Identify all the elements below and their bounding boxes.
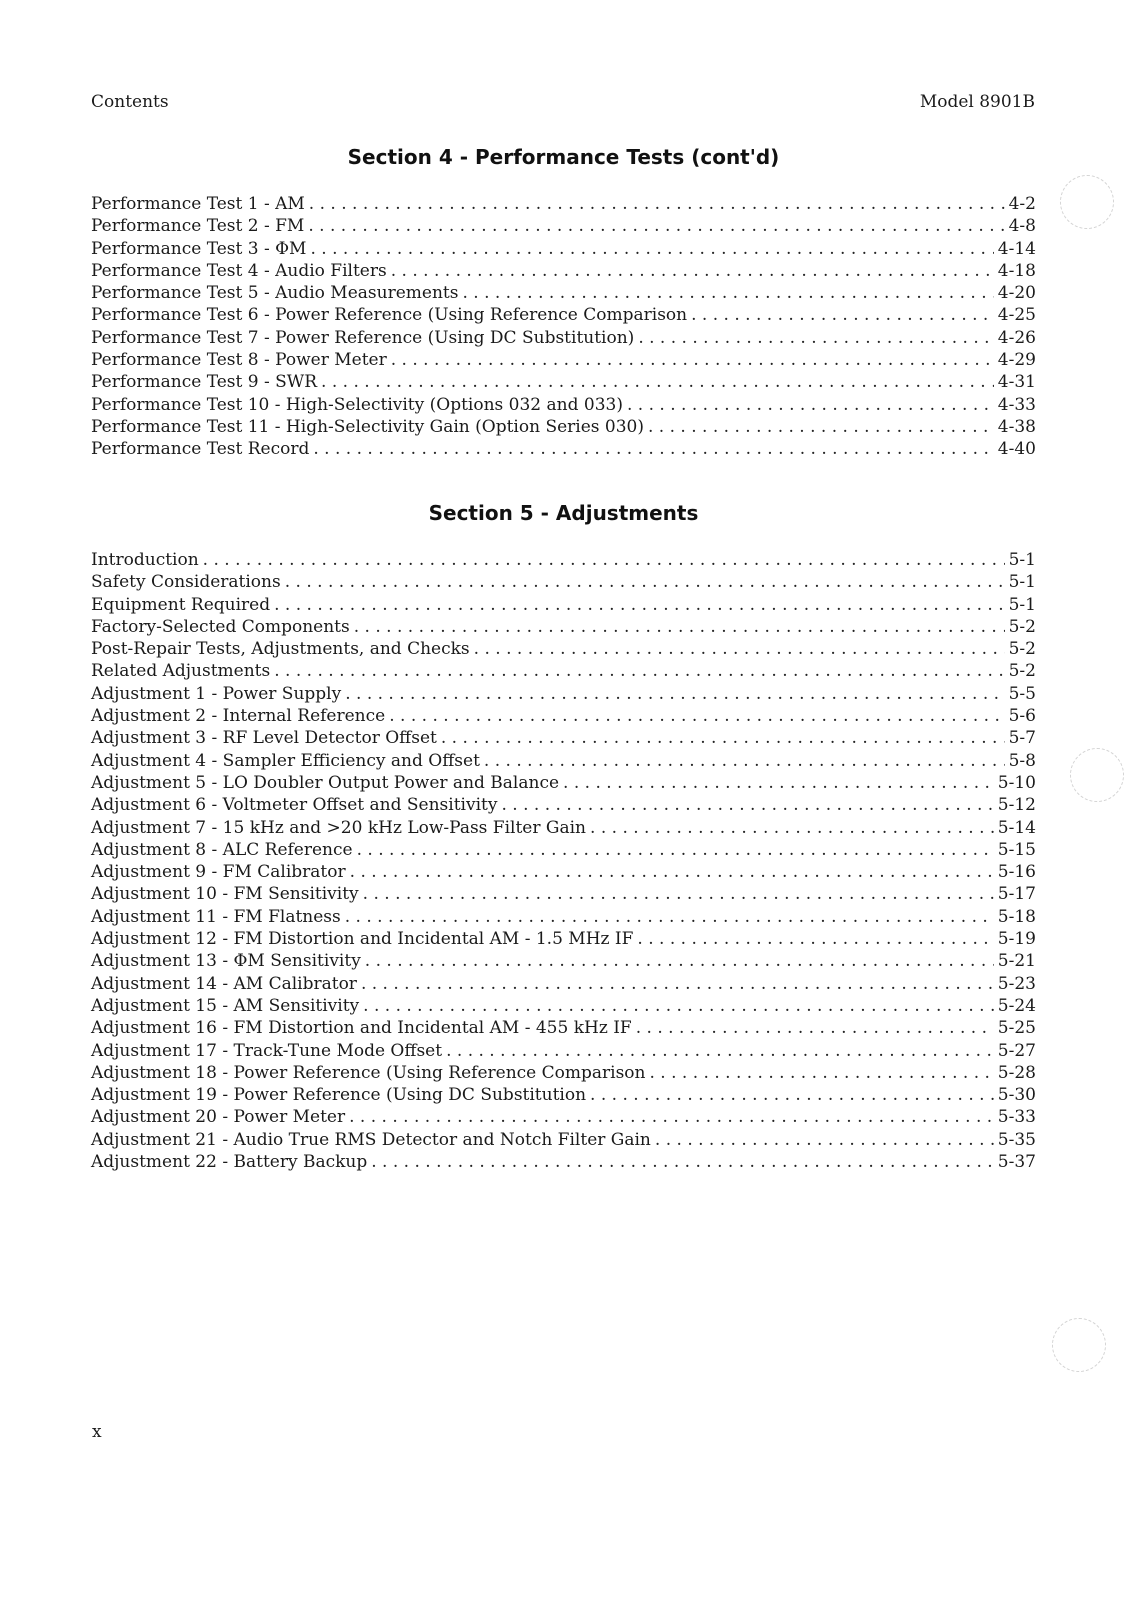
toc-entry bbox=[91, 772, 1036, 794]
toc-entry-page: 5-18 bbox=[997, 906, 1036, 927]
dot-leader bbox=[649, 1062, 993, 1084]
toc-entry-title: Adjustment 16 - FM Distortion and Incidental AM - 455 kHz IF bbox=[91, 1018, 632, 1039]
dot-leader bbox=[274, 660, 1004, 682]
dot-leader bbox=[563, 772, 994, 794]
dot-leader bbox=[648, 416, 994, 438]
toc-entry-title: Performance Test 3 - ΦM bbox=[91, 238, 307, 259]
toc-entry-title: Adjustment 7 - 15 kHz and >20 kHz Low-Pass Filter Gain bbox=[91, 817, 587, 838]
toc-entry-page: 5-8 bbox=[1008, 750, 1036, 771]
toc-entry-title: Adjustment 14 - AM Calibrator bbox=[91, 973, 357, 994]
toc-entry-page: 5-25 bbox=[997, 1018, 1036, 1039]
toc-entry-title: Adjustment 6 - Voltmeter Offset and Sensitivity bbox=[91, 795, 498, 816]
dot-leader bbox=[363, 995, 994, 1017]
toc-entry-title: Adjustment 1 - Power Supply bbox=[91, 683, 342, 704]
toc-entry bbox=[91, 817, 1036, 839]
toc-entry-title: Equipment Required bbox=[91, 594, 271, 615]
toc-entry-title: Introduction bbox=[91, 550, 199, 570]
dot-leader bbox=[462, 282, 993, 304]
toc-entry bbox=[91, 727, 1036, 749]
dot-leader bbox=[361, 973, 994, 995]
toc-entry bbox=[91, 1151, 1036, 1173]
toc-entry-page: 5-16 bbox=[997, 862, 1036, 883]
toc-entry bbox=[91, 215, 1036, 237]
dot-leader bbox=[590, 1084, 994, 1106]
toc-entry-page: 5-14 bbox=[997, 817, 1036, 838]
page-number: x bbox=[92, 1422, 102, 1442]
toc-entry bbox=[91, 1040, 1036, 1062]
toc-entry-page: 5-33 bbox=[997, 1107, 1036, 1128]
punch-hole-mark bbox=[1070, 748, 1124, 802]
toc-entry bbox=[91, 705, 1036, 727]
toc-entry-page: 4-20 bbox=[997, 283, 1036, 304]
toc-entry-title: Adjustment 4 - Sampler Efficiency and Offset bbox=[91, 750, 480, 771]
dot-leader bbox=[627, 394, 994, 416]
toc-entry-page: 5-12 bbox=[997, 795, 1036, 816]
toc-entry bbox=[91, 549, 1036, 571]
dot-leader bbox=[655, 1129, 994, 1151]
toc-entry-page: 5-2 bbox=[1008, 616, 1036, 637]
toc-entry-title: Performance Test 6 - Power Reference (Using Reference Comparison bbox=[91, 305, 688, 326]
toc-entry bbox=[91, 1084, 1036, 1106]
toc-entry bbox=[91, 839, 1036, 861]
dot-leader bbox=[371, 1151, 994, 1173]
toc-entry-title: Post-Repair Tests, Adjustments, and Checks bbox=[91, 639, 470, 660]
section-5-toc bbox=[91, 549, 1036, 1173]
toc-entry bbox=[91, 683, 1036, 705]
toc-entry-title: Adjustment 15 - AM Sensitivity bbox=[91, 995, 360, 1016]
toc-entry-title: Performance Test 8 - Power Meter bbox=[91, 350, 387, 371]
toc-entry-title: Adjustment 3 - RF Level Detector Offset bbox=[91, 728, 437, 749]
toc-entry-title: Adjustment 17 - Track-Tune Mode Offset bbox=[91, 1040, 443, 1061]
toc-entry-page: 5-30 bbox=[997, 1085, 1036, 1106]
toc-entry-page: 5-28 bbox=[997, 1062, 1036, 1083]
toc-entry-title: Performance Test 10 - High-Selectivity (Options 032 and 033) bbox=[91, 394, 623, 415]
toc-entry bbox=[91, 750, 1036, 772]
toc-entry bbox=[91, 950, 1036, 972]
toc-entry-title: Adjustment 12 - FM Distortion and Incidental AM - 1.5 MHz IF bbox=[91, 929, 634, 950]
dot-leader bbox=[285, 571, 1005, 593]
toc-entry-title: Adjustment 5 - LO Doubler Output Power and Balance bbox=[91, 772, 560, 793]
toc-entry-page: 5-37 bbox=[997, 1152, 1036, 1173]
toc-entry-page: 5-5 bbox=[1008, 683, 1036, 704]
toc-entry-page: 5-24 bbox=[997, 995, 1036, 1016]
toc-entry-page: 5-17 bbox=[997, 884, 1036, 905]
toc-entry bbox=[91, 193, 1036, 215]
toc-entry-page: 4-26 bbox=[997, 327, 1036, 348]
toc-entry-title: Adjustment 9 - FM Calibrator bbox=[91, 862, 346, 883]
toc-entry-title: Factory-Selected Components bbox=[91, 616, 350, 637]
toc-entry-page: 5-23 bbox=[997, 973, 1036, 994]
toc-entry-page: 5-21 bbox=[997, 951, 1036, 972]
toc-entry-page: 5-19 bbox=[997, 929, 1036, 950]
toc-entry-title: Adjustment 21 - Audio True RMS Detector and Notch Filter Gain bbox=[91, 1129, 651, 1150]
toc-entry-page: 4-18 bbox=[997, 260, 1036, 281]
toc-entry bbox=[91, 660, 1036, 682]
dot-leader bbox=[590, 817, 994, 839]
toc-entry-page: 4-40 bbox=[997, 439, 1036, 460]
toc-entry bbox=[91, 995, 1036, 1017]
toc-entry-title: Performance Test Record bbox=[91, 439, 310, 460]
dot-leader bbox=[484, 750, 1005, 772]
dot-leader bbox=[365, 950, 994, 972]
toc-entry bbox=[91, 616, 1036, 638]
toc-entry-title: Adjustment 2 - Internal Reference bbox=[91, 706, 386, 727]
toc-entry-page: 5-7 bbox=[1008, 728, 1036, 749]
dot-leader bbox=[274, 594, 1004, 616]
dot-leader bbox=[345, 683, 1004, 705]
dot-leader bbox=[441, 727, 1005, 749]
dot-leader bbox=[350, 861, 994, 883]
toc-entry bbox=[91, 794, 1036, 816]
dot-leader bbox=[391, 349, 994, 371]
toc-entry-page: 5-35 bbox=[997, 1129, 1036, 1150]
dot-leader bbox=[354, 616, 1005, 638]
dot-leader bbox=[636, 1017, 994, 1039]
toc-entry bbox=[91, 1106, 1036, 1128]
toc-entry bbox=[91, 883, 1036, 905]
toc-entry-page: 5-1 bbox=[1008, 550, 1036, 570]
toc-entry-page: 4-2 bbox=[1008, 194, 1036, 214]
toc-entry bbox=[91, 260, 1036, 282]
toc-entry bbox=[91, 594, 1036, 616]
dot-leader bbox=[203, 549, 1005, 571]
toc-entry-page: 5-10 bbox=[997, 772, 1036, 793]
toc-entry bbox=[91, 906, 1036, 928]
toc-entry-page: 5-15 bbox=[997, 839, 1036, 860]
dot-leader bbox=[638, 327, 993, 349]
toc-entry-page: 4-14 bbox=[997, 238, 1036, 259]
dot-leader bbox=[345, 906, 994, 928]
dot-leader bbox=[691, 304, 994, 326]
dot-leader bbox=[308, 215, 1004, 237]
toc-entry bbox=[91, 1129, 1036, 1151]
toc-entry-page: 5-27 bbox=[997, 1040, 1036, 1061]
dot-leader bbox=[321, 371, 994, 393]
toc-entry-title: Adjustment 10 - FM Sensitivity bbox=[91, 884, 359, 905]
toc-entry-page: 4-29 bbox=[997, 350, 1036, 371]
dot-leader bbox=[313, 438, 993, 460]
dot-leader bbox=[389, 705, 1004, 727]
toc-entry bbox=[91, 571, 1036, 593]
toc-entry-title: Performance Test 7 - Power Reference (Using DC Substitution) bbox=[91, 327, 635, 348]
running-header-right: Model 8901B bbox=[919, 92, 1035, 112]
toc-entry-page: 4-31 bbox=[997, 372, 1036, 393]
toc-entry-page: 5-2 bbox=[1008, 661, 1036, 682]
toc-entry-page: 4-33 bbox=[997, 394, 1036, 415]
toc-entry bbox=[91, 304, 1036, 326]
toc-entry bbox=[91, 394, 1036, 416]
toc-entry-title: Adjustment 13 - ΦM Sensitivity bbox=[91, 951, 361, 972]
toc-entry-title: Related Adjustments bbox=[91, 661, 271, 682]
running-header-left: Contents bbox=[91, 92, 169, 112]
toc-entry-title: Adjustment 18 - Power Reference (Using Reference Comparison bbox=[91, 1062, 646, 1083]
toc-entry-page: 5-2 bbox=[1008, 639, 1036, 660]
dot-leader bbox=[474, 638, 1005, 660]
toc-entry bbox=[91, 416, 1036, 438]
dot-leader bbox=[363, 883, 994, 905]
toc-entry-page: 5-6 bbox=[1008, 706, 1036, 727]
toc-entry-title: Safety Considerations bbox=[91, 572, 281, 593]
toc-entry-title: Adjustment 19 - Power Reference (Using DC Substitution bbox=[91, 1085, 587, 1106]
toc-entry-title: Adjustment 22 - Battery Backup bbox=[91, 1152, 368, 1173]
punch-hole-mark bbox=[1052, 1318, 1106, 1372]
dot-leader bbox=[310, 238, 993, 260]
dot-leader bbox=[391, 260, 994, 282]
toc-entry-page: 5-1 bbox=[1008, 572, 1036, 593]
toc-entry bbox=[91, 1062, 1036, 1084]
toc-entry bbox=[91, 371, 1036, 393]
toc-entry bbox=[91, 861, 1036, 883]
toc-entry-title: Performance Test 5 - Audio Measurements bbox=[91, 283, 459, 304]
toc-entry-title: Performance Test 4 - Audio Filters bbox=[91, 260, 387, 281]
toc-entry bbox=[91, 438, 1036, 460]
section-4-heading: Section 4 - Performance Tests (cont'd) bbox=[347, 145, 780, 169]
toc-entry-page: 5-1 bbox=[1008, 594, 1036, 615]
toc-entry-title: Performance Test 2 - FM bbox=[91, 216, 305, 237]
toc-entry-title: Adjustment 8 - ALC Reference bbox=[91, 839, 353, 860]
dot-leader bbox=[501, 794, 993, 816]
dot-leader bbox=[349, 1106, 994, 1128]
toc-entry-page: 4-8 bbox=[1008, 216, 1036, 237]
toc-entry bbox=[91, 349, 1036, 371]
toc-entry-title: Performance Test 1 - AM bbox=[91, 194, 305, 214]
toc-entry bbox=[91, 282, 1036, 304]
toc-entry-title: Performance Test 11 - High-Selectivity Gain (Option Series 030) bbox=[91, 416, 644, 437]
punch-hole-mark bbox=[1060, 175, 1114, 229]
section-4-toc bbox=[91, 193, 1036, 461]
toc-entry bbox=[91, 238, 1036, 260]
toc-entry-title: Performance Test 9 - SWR bbox=[91, 372, 318, 393]
toc-entry-title: Adjustment 11 - FM Flatness bbox=[91, 906, 341, 927]
toc-entry-page: 4-25 bbox=[997, 305, 1036, 326]
toc-entry bbox=[91, 638, 1036, 660]
toc-entry bbox=[91, 928, 1036, 950]
toc-entry bbox=[91, 1017, 1036, 1039]
dot-leader bbox=[309, 193, 1005, 215]
toc-entry-page: 4-38 bbox=[997, 416, 1036, 437]
toc-entry-title: Adjustment 20 - Power Meter bbox=[91, 1107, 346, 1128]
dot-leader bbox=[357, 839, 994, 861]
toc-entry bbox=[91, 973, 1036, 995]
section-5-heading: Section 5 - Adjustments bbox=[428, 501, 699, 525]
dot-leader bbox=[637, 928, 993, 950]
toc-entry bbox=[91, 327, 1036, 349]
dot-leader bbox=[446, 1040, 994, 1062]
